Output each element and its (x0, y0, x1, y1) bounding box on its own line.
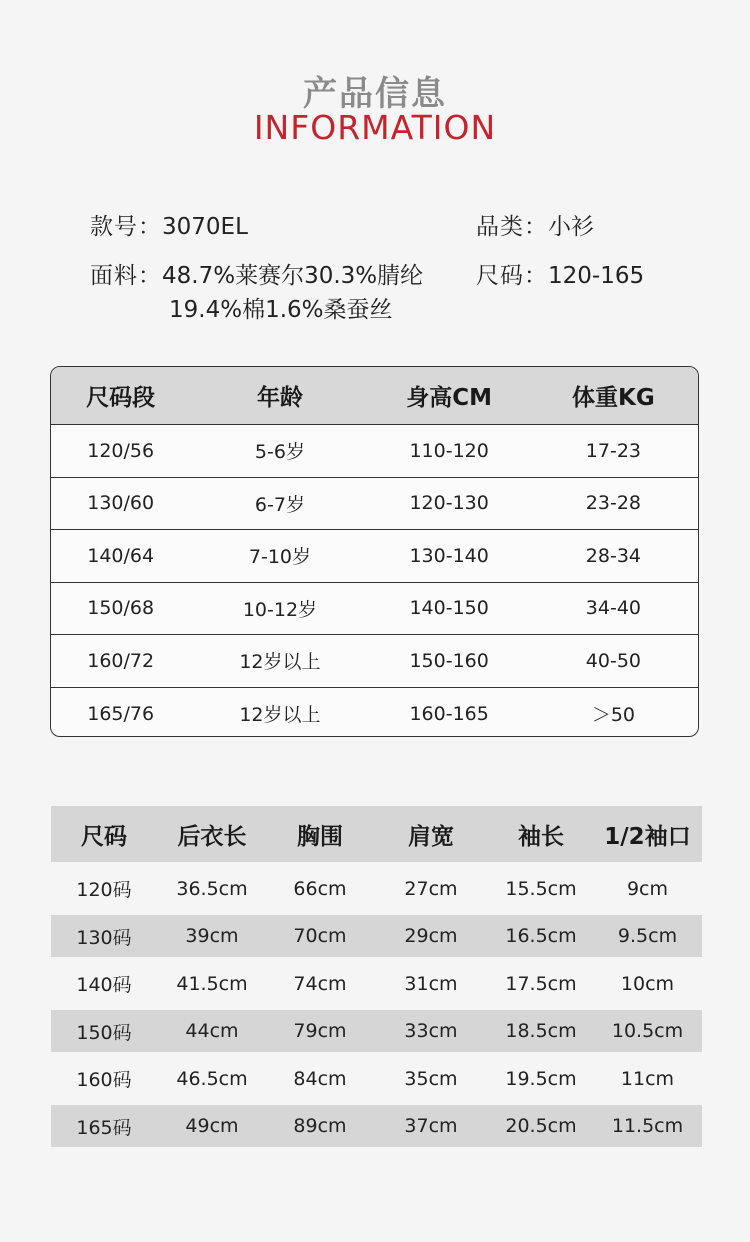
measurement-header (51, 806, 702, 862)
cell-age: 7-10岁 (248, 546, 311, 569)
style-number-value: 3070EL (162, 214, 248, 240)
cell-back-length: 44cm (185, 1020, 239, 1042)
table-row (51, 1105, 702, 1147)
cell-chest: 84cm (293, 1067, 347, 1090)
cell-half-cuff: 11cm (620, 1067, 675, 1090)
cell-sleeve-length: 16.5cm (505, 925, 577, 947)
cell-sleeve-length: 19.5cm (505, 1067, 577, 1090)
cell-size: 165/76 (87, 702, 155, 725)
table-row (51, 963, 702, 1005)
cell-weight: ＞50 (591, 704, 635, 727)
cell-back-length: 36.5cm (176, 877, 248, 900)
cell-height: 110-120 (409, 439, 489, 462)
cell-shoulder: 37cm (404, 1115, 458, 1137)
cell-weight: 17-23 (585, 439, 642, 462)
table-row (51, 868, 702, 910)
cell-age: 12岁以上 (239, 704, 321, 727)
cell-sleeve-length: 20.5cm (505, 1115, 577, 1137)
cell-shoulder: 27cm (404, 877, 458, 900)
cell-half-cuff: 9.5cm (617, 925, 678, 947)
cell-half-cuff: 10cm (620, 972, 675, 995)
header-size-segment: 尺码段 (86, 385, 156, 411)
cell-shoulder: 35cm (404, 1067, 458, 1090)
fabric (90, 257, 423, 290)
cell-size: 140码 (76, 974, 132, 996)
page-title-cn: 产品信息 (303, 74, 447, 114)
header-sleeve-length: 袖长 (518, 823, 564, 850)
cell-back-length: 39cm (185, 925, 239, 947)
style-number-label: 款号： (90, 214, 162, 240)
cell-age: 12岁以上 (239, 651, 321, 674)
cell-age: 10-12岁 (242, 598, 318, 621)
table-row (51, 915, 702, 957)
header-age: 年龄 (256, 385, 303, 411)
table-row (51, 635, 698, 688)
table-row (51, 1058, 702, 1100)
cell-size: 160码 (76, 1069, 132, 1091)
cell-height: 160-165 (409, 702, 489, 725)
cell-chest: 89cm (293, 1115, 347, 1137)
cell-half-cuff: 11.5cm (611, 1115, 684, 1137)
table-row (51, 425, 698, 478)
table-row (51, 583, 698, 636)
cell-chest: 66cm (293, 877, 347, 900)
cell-age: 6-7岁 (254, 493, 305, 516)
fabric-line2: 19.4%棉1.6%桑蚕丝 (169, 297, 393, 323)
cell-height: 140-150 (409, 597, 489, 620)
cell-weight: 28-34 (585, 544, 642, 567)
category (476, 208, 594, 241)
header-size: 尺码 (81, 823, 127, 850)
fabric-label: 面料： (90, 263, 162, 289)
cell-half-cuff: 9cm (626, 877, 669, 900)
cell-weight: 34-40 (585, 597, 642, 620)
cell-size: 160/72 (87, 649, 155, 672)
table-row (51, 1010, 702, 1052)
cell-back-length: 41.5cm (176, 972, 248, 995)
fabric-line1: 48.7%莱赛尔30.3%腈纶 (162, 263, 424, 289)
cell-sleeve-length: 17.5cm (505, 972, 577, 995)
cell-weight: 40-50 (585, 649, 642, 672)
header-weight: 体重KG (572, 385, 655, 411)
size-chart-header (51, 367, 698, 425)
size-range-label: 尺码： (476, 263, 548, 289)
table-row (51, 530, 698, 583)
cell-chest: 79cm (293, 1020, 347, 1042)
header-height: 身高CM (406, 385, 493, 411)
cell-size: 140/64 (87, 544, 155, 567)
cell-chest: 74cm (293, 972, 347, 995)
size-range-value: 120-165 (548, 263, 645, 289)
cell-back-length: 49cm (185, 1115, 239, 1137)
cell-size: 130码 (76, 926, 132, 949)
cell-height: 130-140 (409, 544, 489, 567)
cell-chest: 70cm (293, 925, 347, 947)
cell-shoulder: 29cm (404, 925, 458, 947)
header-shoulder: 肩宽 (408, 823, 454, 850)
style-number (90, 208, 248, 241)
cell-half-cuff: 10.5cm (611, 1020, 684, 1042)
cell-sleeve-length: 15.5cm (505, 877, 577, 900)
measurement-table (51, 806, 702, 1153)
cell-size: 120/56 (87, 439, 155, 462)
table-row (51, 688, 698, 738)
cell-shoulder: 31cm (404, 972, 458, 995)
cell-height: 150-160 (409, 649, 489, 672)
page-title-en: INFORMATION (253, 108, 497, 147)
size-chart-table (50, 366, 699, 737)
cell-shoulder: 33cm (404, 1020, 458, 1042)
category-label: 品类： (476, 214, 548, 240)
cell-size: 130/60 (87, 492, 155, 515)
header-chest: 胸围 (297, 823, 343, 850)
cell-weight: 23-28 (585, 492, 642, 515)
cell-size: 165码 (76, 1116, 132, 1139)
cell-size: 150/68 (87, 597, 155, 620)
cell-height: 120-130 (409, 492, 489, 515)
cell-size: 150码 (76, 1021, 132, 1044)
header-half-cuff: 1/2袖口 (604, 823, 691, 850)
cell-age: 5-6岁 (254, 441, 305, 464)
header-back-length: 后衣长 (177, 823, 247, 850)
table-row (51, 478, 698, 531)
cell-size: 120码 (76, 879, 132, 901)
category-value: 小衫 (548, 214, 594, 240)
cell-sleeve-length: 18.5cm (505, 1020, 577, 1042)
cell-back-length: 46.5cm (176, 1067, 248, 1090)
size-range (476, 257, 644, 290)
